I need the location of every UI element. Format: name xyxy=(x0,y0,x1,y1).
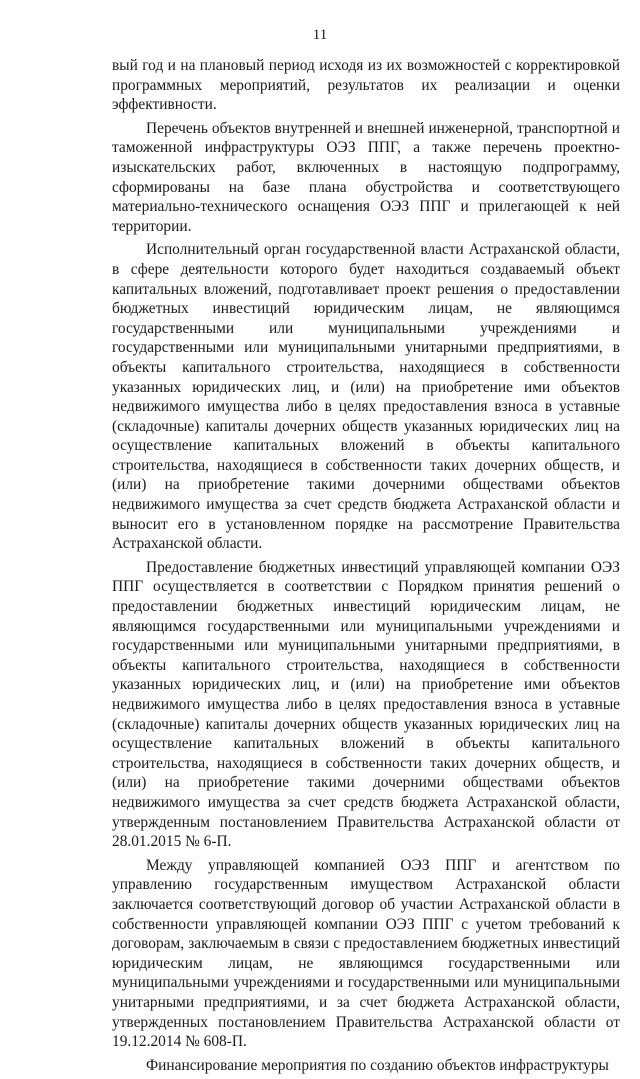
paragraph-1: вый год и на плановый период исходя из их возможностей с корректировкой программных мероприятий, результатов их реализации и оценки эффективности. xyxy=(112,57,620,114)
paragraph-6: Финансирование мероприятия по созданию объектов инфраструктуры xyxy=(146,1056,609,1074)
document-body xyxy=(112,56,620,1079)
paragraph-4: Предоставление бюджетных инвестиций управляющей компании ОЭЗ ППГ осуществляется в соответствии с Порядком принятия решений о предоставлении бюджетных инвестиций юридическим лицам, не являющимся государственными или муниципальными учреждениями и государственными или муниципальными унитарными предприятиями, в объекты капитального строительства, находящиеся в собственности указанных юридических лиц, и (или) на приобретение ими объектов недвижимого имущества либо в целях предоставления взноса в уставные (складочные) капиталы дочерних обществ указанных юридических лиц на осуществление капитальных вложений в объекты капитального строительства, находящиеся в собственности таких дочерних обществ, и (или) на приобретение такими дочерними обществами объектов недвижимого имущества за счет средств бюджета Астраханской области, утвержденным постановлением Правительства Астраханской области от 28.01.2015 № 6-П. xyxy=(112,558,620,851)
paragraph-3: Исполнительный орган государственной власти Астраханской области, в сфере деятельности которого будет находиться создаваемый объект капитальных вложений, подготавливает проект решения о предоставлении бюджетных инвестиций юридическим лицам, не являющимся государственными или муниципальными учреждениями и государственными или муниципальными унитарными предприятиями, в объекты капитального строительства, находящиеся в собственности указанных юридических лиц, и (или) на приобретение ими объектов недвижимого имущества либо в целях предоставления взноса в уставные (складочные) капиталы дочерних обществ указанных юридических лиц на осуществление капитальных вложений в объекты капитального строительства, находящиеся в собственности таких дочерних обществ, и (или) на приобретение такими дочерними обществами объектов недвижимого имущества за счет средств бюджета Астраханской области и выносит его в установленном порядке на рассмотрение Правительства Астраханской области. xyxy=(112,241,620,553)
page-number: 11 xyxy=(312,27,328,43)
paragraph-2: Перечень объектов внутренней и внешней инженерной, транспортной и таможенной инфраструктуры ОЭЗ ППГ, а также перечень проектно-изыскательских работ, включенных в настоящую подпрограмму, сформированы на базе плана обустройства и соответствующего материально-технического оснащения ОЭЗ ППГ и прилегающей к ней территории. xyxy=(112,119,620,235)
paragraph-5: Между управляющей компанией ОЭЗ ППГ и агентством по управлению государственным имуществом Астраханской области заключается соответствующий договор об участии Астраханской области в собственности управляющей компании ОЭЗ ППГ с учетом требований к договорам, заключаемым в связи с предоставлением бюджетных инвестиций юридическим лицам, не являющимся государственными или муниципальными учреждениями и государственными или муниципальными унитарными предприятиями, и за счет бюджета Астраханской области, утвержденных постановлением Правительства Астраханской области от 19.12.2014 № 608-П. xyxy=(112,856,620,1051)
